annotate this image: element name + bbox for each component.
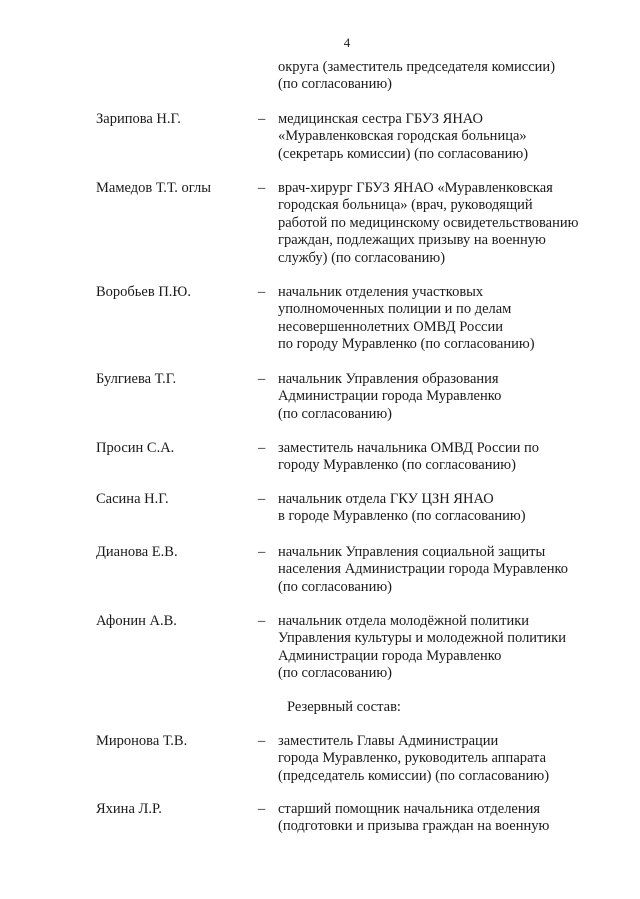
dash: – (258, 371, 266, 387)
position-line: (подготовки и призыва граждан на военную (278, 818, 550, 835)
position-line: (по согласованию) (278, 665, 392, 682)
position-line: по городу Муравленко (по согласованию) (278, 336, 535, 353)
member-position (278, 180, 578, 267)
member-name: Миронова Т.В. (96, 733, 188, 749)
member-name: Булгиева Т.Г. (96, 371, 177, 387)
position-line: старший помощник начальника отделения (278, 801, 541, 817)
position-line: работой по медицинскому освидетельствованию (278, 214, 579, 231)
member-name: Сасина Н.Г. (96, 491, 169, 507)
dash: – (258, 613, 266, 629)
member-position (278, 801, 549, 836)
position-line: граждан, подлежащих призыву на военную (278, 232, 546, 249)
dash: – (258, 284, 266, 300)
dash: – (258, 544, 266, 560)
member-position (278, 733, 549, 785)
member-position (278, 284, 535, 354)
reserve-heading: Резервный состав: (287, 699, 401, 715)
member-name: Яхина Л.Р. (96, 801, 162, 817)
member-name: Просин С.А. (96, 440, 175, 456)
dash: – (258, 440, 266, 456)
member-name: Зарипова Н.Г. (96, 111, 181, 127)
position-line: Администрации города Муравленко (278, 388, 502, 405)
member-position (278, 491, 526, 526)
position-line: городская больница» (врач, руководящий (278, 197, 533, 214)
position-line: «Муравленковская городская больница» (278, 128, 527, 145)
member-position (278, 111, 528, 163)
position-line: населения Администрации города Муравленко (278, 561, 569, 578)
dash: – (258, 180, 266, 196)
member-position (278, 613, 566, 683)
position-line: начальник отделения участковых (278, 284, 484, 300)
position-line: начальник отдела ГКУ ЦЗН ЯНАО (278, 491, 494, 507)
member-position (278, 544, 568, 596)
position-line: города Муравленко, руководитель аппарата (278, 750, 547, 767)
member-name: Воробьев П.Ю. (96, 284, 191, 300)
position-line: начальник Управления образования (278, 371, 499, 387)
member-name: Дианова Е.В. (96, 544, 178, 560)
position-line: несовершеннолетних ОМВД России (278, 318, 503, 335)
position-line: (по согласованию) (278, 405, 392, 422)
dash: – (258, 111, 266, 127)
position-line: заместитель Главы Администрации (278, 733, 499, 749)
position-line: Управления культуры и молодежной политики (278, 630, 566, 647)
dash: – (258, 733, 266, 749)
position-line: уполномоченных полиции и по делам (278, 301, 512, 318)
member-position (278, 440, 539, 475)
dash: – (258, 491, 266, 507)
position-line: городу Муравленко (по согласованию) (278, 457, 516, 474)
position-line: (секретарь комиссии) (по согласованию) (278, 145, 529, 162)
position-line: заместитель начальника ОМВД России по (278, 440, 539, 456)
member-position (278, 371, 501, 423)
member-name: Афонин А.В. (96, 613, 177, 629)
position-line: врач-хирург ГБУЗ ЯНАО «Муравленковская (278, 180, 553, 196)
continuation-text (278, 59, 555, 94)
position-line: Администрации города Муравленко (278, 647, 502, 664)
member-name: Мамедов Т.Т. оглы (96, 180, 211, 196)
position-line: (по согласованию) (278, 578, 392, 595)
continuation-line: округа (заместитель председателя комиссии) (278, 59, 556, 75)
position-line: начальник отдела молодёжной политики (278, 613, 530, 629)
position-line: медицинская сестра ГБУЗ ЯНАО (278, 111, 484, 127)
position-line: службу) (по согласованию) (278, 249, 446, 266)
dash: – (258, 801, 266, 817)
position-line: в городе Муравленко (по согласованию) (278, 508, 526, 525)
position-line: (председатель комиссии) (по согласованию) (278, 767, 550, 784)
position-line: начальник Управления социальной защиты (278, 544, 546, 560)
page-number: 4 (343, 35, 351, 50)
continuation-line: (по согласованию) (278, 76, 392, 93)
